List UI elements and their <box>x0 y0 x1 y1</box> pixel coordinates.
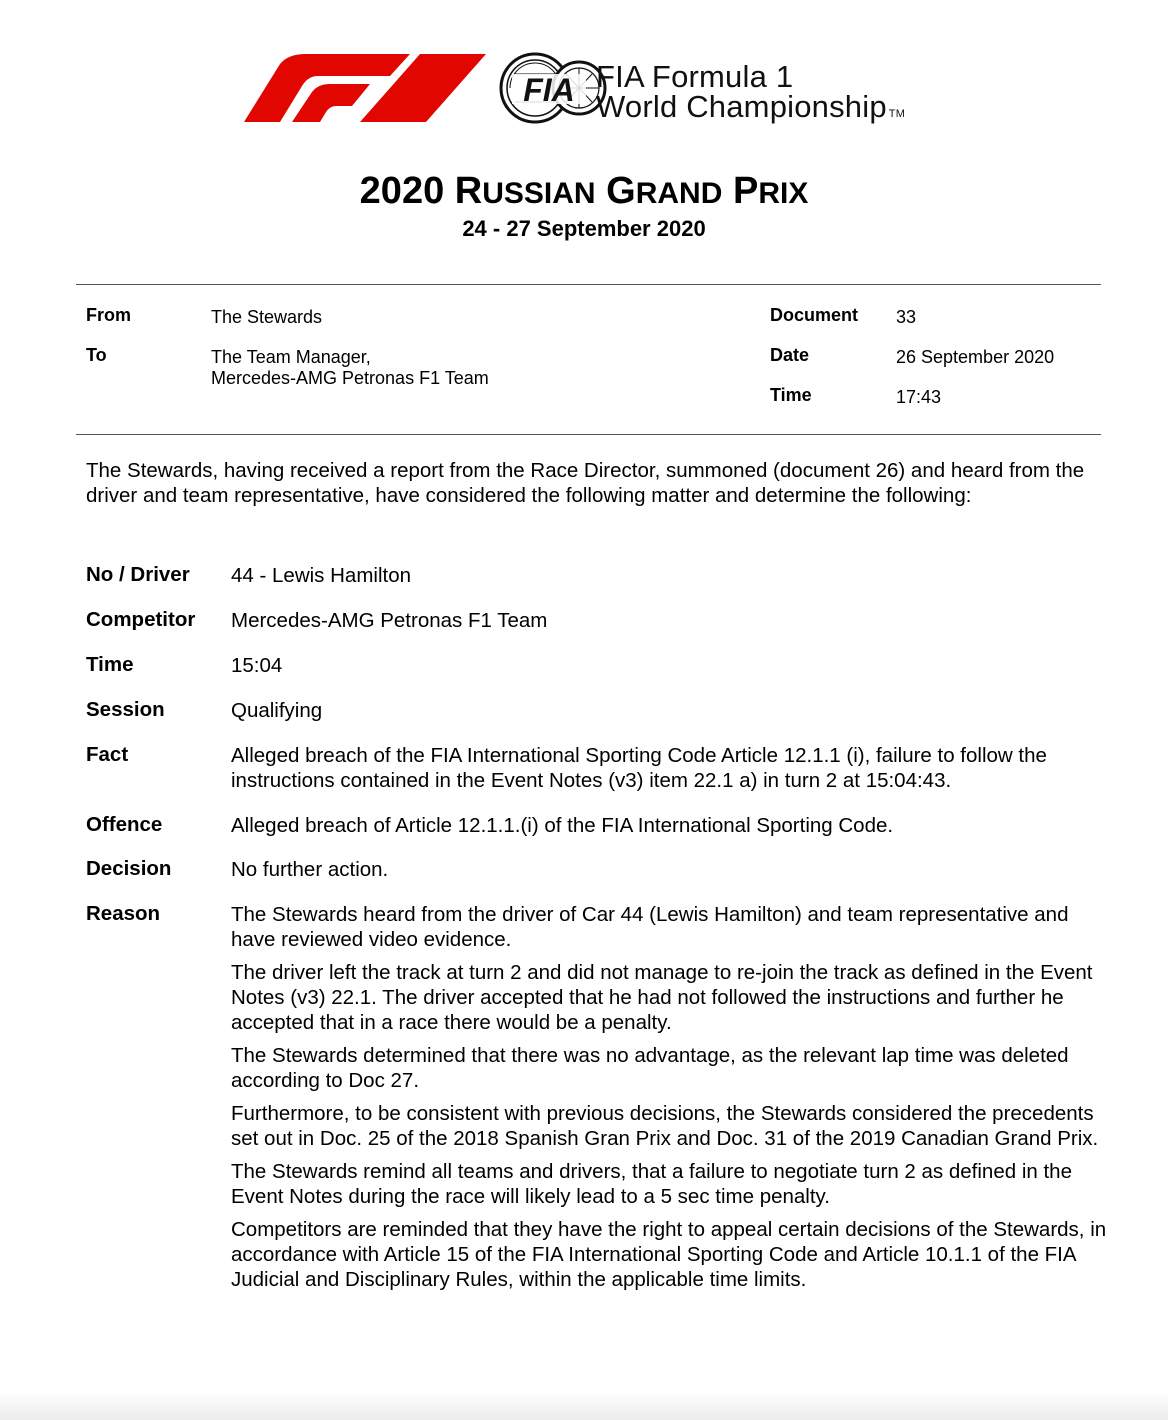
incident-time-label: Time <box>86 653 134 676</box>
page-bottom-shadow <box>0 1392 1168 1420</box>
from-label: From <box>86 305 131 325</box>
divider-top <box>76 284 1101 285</box>
brand-line-2-text: World Championship <box>596 89 887 124</box>
trademark-mark: TM <box>888 108 906 120</box>
event-name-prix: PRIX <box>732 170 809 212</box>
to-line-2: Mercedes-AMG Petronas F1 Team <box>211 368 489 388</box>
document-label: Document <box>770 305 859 325</box>
incident-time-value: 15:04 <box>231 654 283 677</box>
fact-value: Alleged breach of the FIA International Sporting Code Article 12.1.1 (i), failure to follow the instructions contained in the Event Notes (v3) item 22.1 a) in turn 2 at 15:04:43. <box>231 744 1047 792</box>
to-line-1: The Team Manager, <box>211 347 371 367</box>
reason-body <box>231 902 1111 1300</box>
event-dates: 24 - 27 September 2020 <box>462 216 706 241</box>
driver-value: 44 - Lewis Hamilton <box>231 564 412 587</box>
decision-label: Decision <box>86 857 172 880</box>
event-title <box>0 170 1168 213</box>
session-value: Qualifying <box>231 699 323 722</box>
offence-value: Alleged breach of Article 12.1.1.(i) of the FIA International Sporting Code. <box>231 814 894 837</box>
to-label: To <box>86 345 107 365</box>
date-value: 26 September 2020 <box>896 347 1055 367</box>
intro-paragraph: The Stewards, having received a report from the Race Director, summoned (document 26) and heard from the driver and team representative, have considered the following matter and determine the following: <box>86 459 1085 507</box>
reason-paragraph: The driver left the track at turn 2 and did not manage to re-join the track as defined in the Event Notes (v3) 22.1. The driver accepted that he had not followed the instructions and further he accepted that in a race there would be a penalty. <box>231 961 1093 1034</box>
brand-line-1: FIA Formula 1 <box>596 59 794 94</box>
brand-line-2 <box>596 89 906 129</box>
reason-paragraph: Competitors are reminded that they have the right to appeal certain decisions of the Stewards, in accordance with Article 15 of the FIA International Sporting Code and Article 10.1.1 of the FIA Judicial and Disciplinary Rules, within the applicable time limits. <box>231 1218 1107 1291</box>
from-value: The Stewards <box>211 307 323 327</box>
document-value: 33 <box>896 307 917 327</box>
competitor-label: Competitor <box>86 608 196 631</box>
divider-bottom <box>76 434 1101 435</box>
driver-label: No / Driver <box>86 563 190 586</box>
fia-logo-text: FIA <box>523 72 575 108</box>
competitor-value: Mercedes-AMG Petronas F1 Team <box>231 609 548 632</box>
to-value <box>211 347 489 389</box>
event-year: 2020 <box>359 170 445 212</box>
session-label: Session <box>86 698 165 721</box>
fia-seal-icon <box>501 54 605 122</box>
brand-title <box>596 59 906 129</box>
reason-paragraph: The Stewards remind all teams and drivers, that a failure to negotiate turn 2 as defined in the Event Notes during the race will likely lead to a 5 sec time penalty. <box>231 1160 1072 1208</box>
event-name-grand: GRAND <box>606 170 723 212</box>
reason-paragraph: Furthermore, to be consistent with previous decisions, the Stewards considered the precedents set out in Doc. 25 of the 2018 Spanish Gran Prix and Doc. 31 of the 2019 Canadian Grand Prix. <box>231 1102 1099 1150</box>
time-label: Time <box>770 385 812 405</box>
event-name-russian: RUSSIAN <box>454 170 596 212</box>
f1-logo-icon <box>244 54 486 122</box>
fact-label: Fact <box>86 743 129 766</box>
reason-label: Reason <box>86 902 161 925</box>
reason-paragraph: The Stewards heard from the driver of Car 44 (Lewis Hamilton) and team representative and have reviewed video evidence. <box>231 903 1069 951</box>
reason-paragraph: The Stewards determined that there was no advantage, as the relevant lap time was deleted according to Doc 27. <box>231 1044 1069 1092</box>
date-label: Date <box>770 345 810 365</box>
offence-label: Offence <box>86 813 163 836</box>
time-value: 17:43 <box>896 387 942 407</box>
decision-value: No further action. <box>231 858 389 881</box>
